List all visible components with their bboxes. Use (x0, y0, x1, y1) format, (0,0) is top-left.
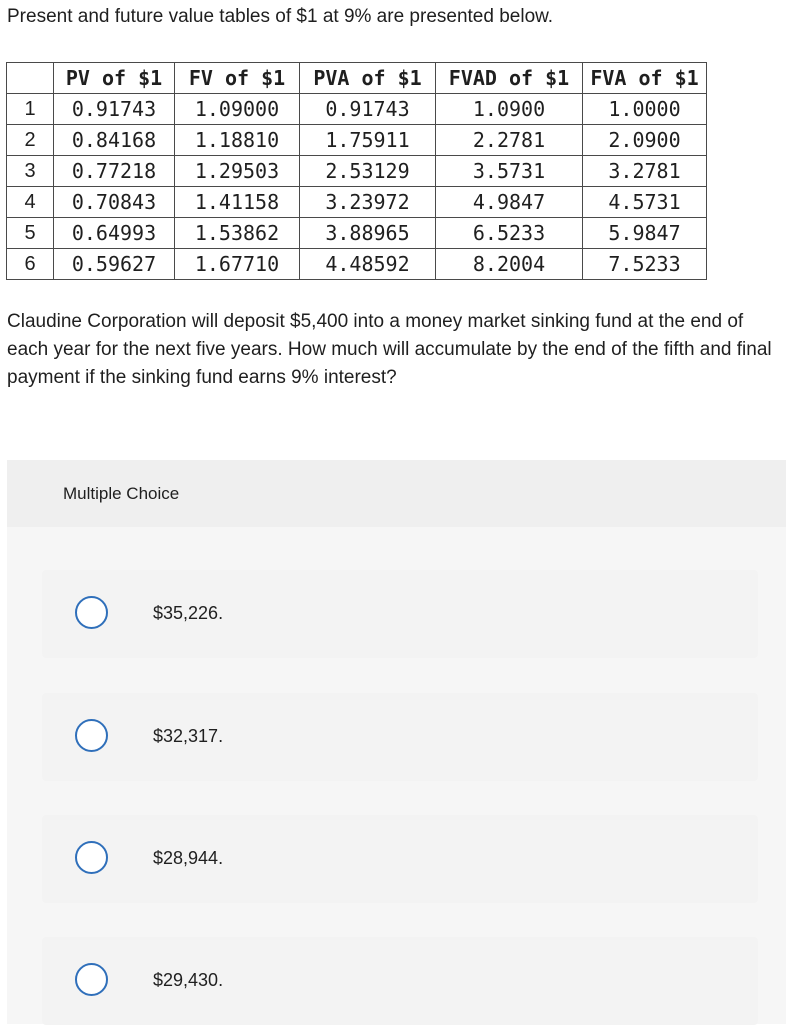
answer-option-label: $32,317. (153, 726, 224, 746)
table-cell: 5.9847 (583, 218, 707, 249)
table-cell: 0.77218 (54, 156, 175, 187)
answer-option-c[interactable] (42, 815, 758, 903)
table-cell: 3.5731 (436, 156, 583, 187)
row-period: 5 (7, 218, 54, 249)
table-cell: 0.84168 (54, 125, 175, 156)
table-cell: 0.91743 (300, 94, 436, 125)
header-fva: FVA of $1 (583, 63, 707, 94)
question-text: Claudine Corporation will deposit $5,400 into a money market sinking fund at the end of each year for the next five years. How much will accumulate by the end of the fifth and final payment if the sinking fund earns 9% interest? (7, 311, 772, 388)
table-cell: 1.75911 (300, 125, 436, 156)
answer-option-label: $35,226. (153, 603, 224, 623)
table-cell: 1.29503 (175, 156, 300, 187)
answer-option-d[interactable] (42, 937, 758, 1025)
table-cell: 1.09000 (175, 94, 300, 125)
radio-button-icon[interactable] (75, 719, 108, 752)
table-cell: 3.23972 (300, 187, 436, 218)
table-cell: 4.5731 (583, 187, 707, 218)
table-cell: 0.91743 (54, 94, 175, 125)
multiple-choice-header (7, 460, 786, 527)
table-cell: 2.0900 (583, 125, 707, 156)
table-cell: 1.0900 (436, 94, 583, 125)
table-row (7, 125, 707, 156)
table-row (7, 94, 707, 125)
row-period: 1 (7, 94, 54, 125)
table-cell: 4.9847 (436, 187, 583, 218)
row-period: 2 (7, 125, 54, 156)
table-cell: 2.53129 (300, 156, 436, 187)
table-cell: 2.2781 (436, 125, 583, 156)
intro-text: Present and future value tables of $1 at 9% are presented below. (7, 6, 554, 27)
header-fv: FV of $1 (175, 63, 300, 94)
answer-option-a[interactable] (42, 570, 758, 658)
table-cell: 6.5233 (436, 218, 583, 249)
row-period: 3 (7, 156, 54, 187)
table-cell: 1.18810 (175, 125, 300, 156)
table-cell: 1.53862 (175, 218, 300, 249)
row-period: 6 (7, 249, 54, 280)
table-cell: 3.2781 (583, 156, 707, 187)
radio-button-icon[interactable] (75, 596, 108, 629)
table-row (7, 249, 707, 280)
table-cell: 0.64993 (54, 218, 175, 249)
table-cell: 1.41158 (175, 187, 300, 218)
header-pva: PVA of $1 (300, 63, 436, 94)
row-period: 4 (7, 187, 54, 218)
present-future-value-table (6, 62, 707, 280)
table-cell: 1.0000 (583, 94, 707, 125)
multiple-choice-panel (7, 460, 786, 1024)
header-fvad: FVAD of $1 (436, 63, 583, 94)
answer-option-label: $29,430. (153, 970, 224, 990)
table-corner-cell (7, 63, 54, 94)
answer-option-label: $28,944. (153, 848, 224, 868)
table-cell: 4.48592 (300, 249, 436, 280)
answer-option-b[interactable] (42, 693, 758, 781)
radio-button-icon[interactable] (75, 841, 108, 874)
table-cell: 1.67710 (175, 249, 300, 280)
table-cell: 8.2004 (436, 249, 583, 280)
table-cell: 7.5233 (583, 249, 707, 280)
radio-button-icon[interactable] (75, 963, 108, 996)
table-row (7, 187, 707, 218)
table-cell: 3.88965 (300, 218, 436, 249)
table-row (7, 156, 707, 187)
table-header-row (7, 63, 707, 94)
table-row (7, 218, 707, 249)
table-cell: 0.70843 (54, 187, 175, 218)
multiple-choice-title: Multiple Choice (63, 484, 180, 503)
header-pv: PV of $1 (54, 63, 175, 94)
table-cell: 0.59627 (54, 249, 175, 280)
